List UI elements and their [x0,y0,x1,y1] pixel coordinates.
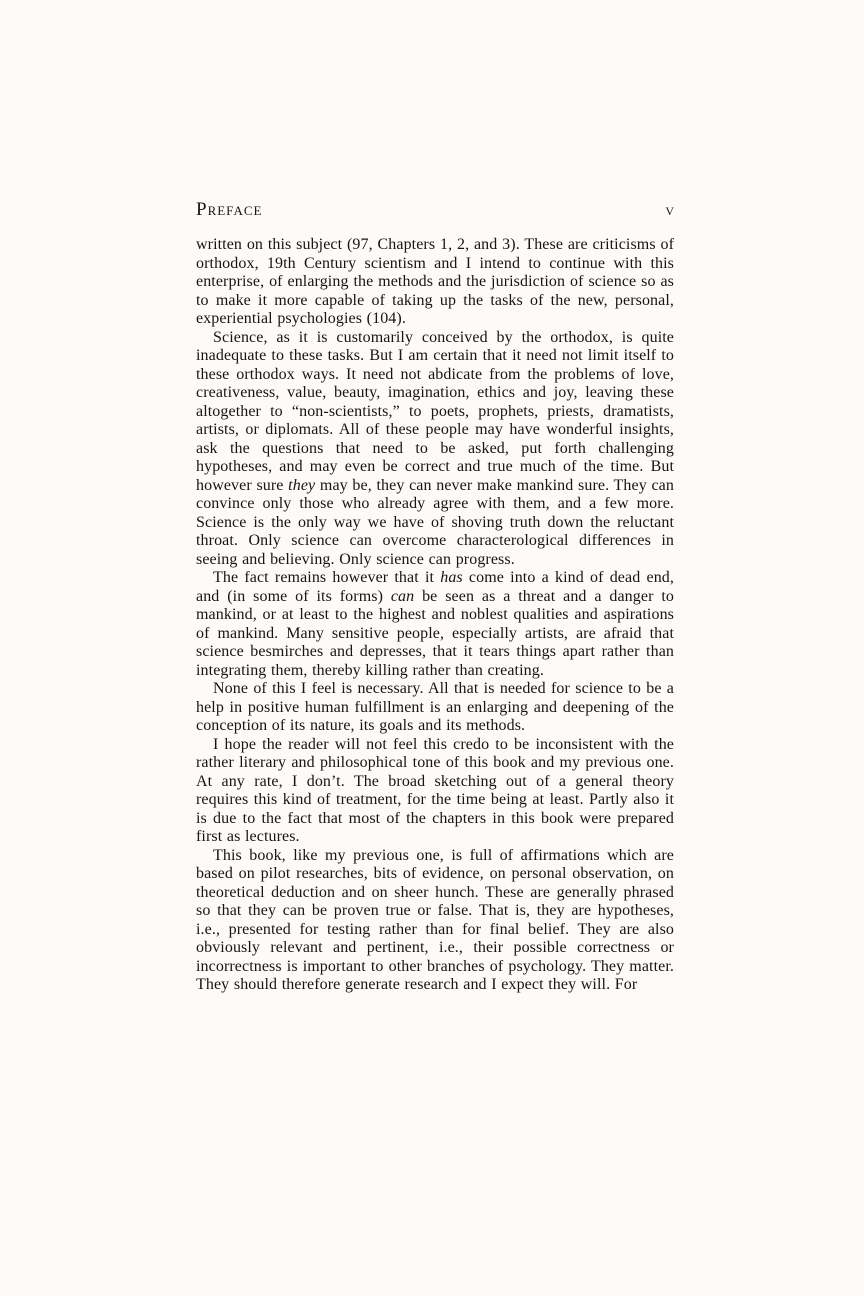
text-segment: This book, like my previous one, is full of affirmations which are based on pilot researches, bits of evidence, on personal observation, on theoretical deduction and on sheer hunch. These are generally phrased so that they can be proven true or false. That is, they are hypotheses, i.e., presented for testing rather than for final belief. They are also obviously relevant and pertinent, i.e., their possible correctness or incorrectness is important to other branches of psychology. They matter. They should therefore generate research and I expect they will. For [196,846,674,993]
italic-text: can [390,587,415,605]
text-segment: may be, they can never make mankind sure. They can convince only those who already agree with them, and a few more. Science is the only way we have of shoving truth down the reluctant throat. Only science can overcome characterological differences in seeing and believing. Only science can progress. [196,476,674,568]
page-header [196,199,674,221]
text-block [196,199,674,995]
italic-text: they [288,476,316,494]
text-segment: None of this I feel is necessary. All that is needed for science to be a help in positive human fulfillment is an enlarging and deepening of the conception of its nature, its goals and its methods. [196,680,674,734]
page-body [196,236,674,995]
page-number: v [665,200,674,219]
text-segment: Science, as it is customarily conceived by the orthodox, is quite inadequate to these tasks. But I am certain that it need not limit itself to these orthodox ways. It need not abdicate from the problems of love, creativeness, value, beauty, imagination, ethics and joy, leaving these altogether to “non-scientists,” to poets, prophets, priests, dramatists, artists, or diplomats. All of these people may have wonderful insights, ask the questions that need to be asked, put forth challenging hypotheses, and may even be correct and true much of the time. But however sure [196,328,674,494]
text-segment: be seen as a threat and a danger to mankind, or at least to the highest and noblest qualities and aspirations of mankind. Many sensitive people, especially artists, are afraid that science besmirches and depresses, that it tears things apart rather than integrating them, thereby killing rather than creating. [196,587,674,679]
paragraph [196,680,674,736]
paragraph [196,236,674,329]
page-title: Preface [196,199,263,220]
paragraph [196,329,674,570]
paragraph [196,847,674,995]
text-segment: come into a kind of dead end, and (in some of its forms) [196,569,674,605]
italic-text: has [440,569,463,586]
text-segment: The fact remains however that it [213,569,441,586]
paragraph [196,736,674,847]
text-segment: I hope the reader will not feel this credo to be inconsistent with the rather literary and philosophical tone of this book and my previous one. At any rate, I don’t. The broad sketching out of a general theory requires this kind of treatment, for the time being at least. Partly also it is due to the fact that most of the chapters in this book were prepared first as lectures. [196,735,674,845]
paragraph [196,569,674,680]
text-segment: written on this subject (97, Chapters 1, 2, and 3). These are criticisms of orthodox, 19th Century scientism and I intend to continue with this enterprise, of enlarging the methods and the jurisdiction of science so as to make it more capable of taking up the tasks of the new, personal, experiential psychologies (104). [196,236,674,327]
